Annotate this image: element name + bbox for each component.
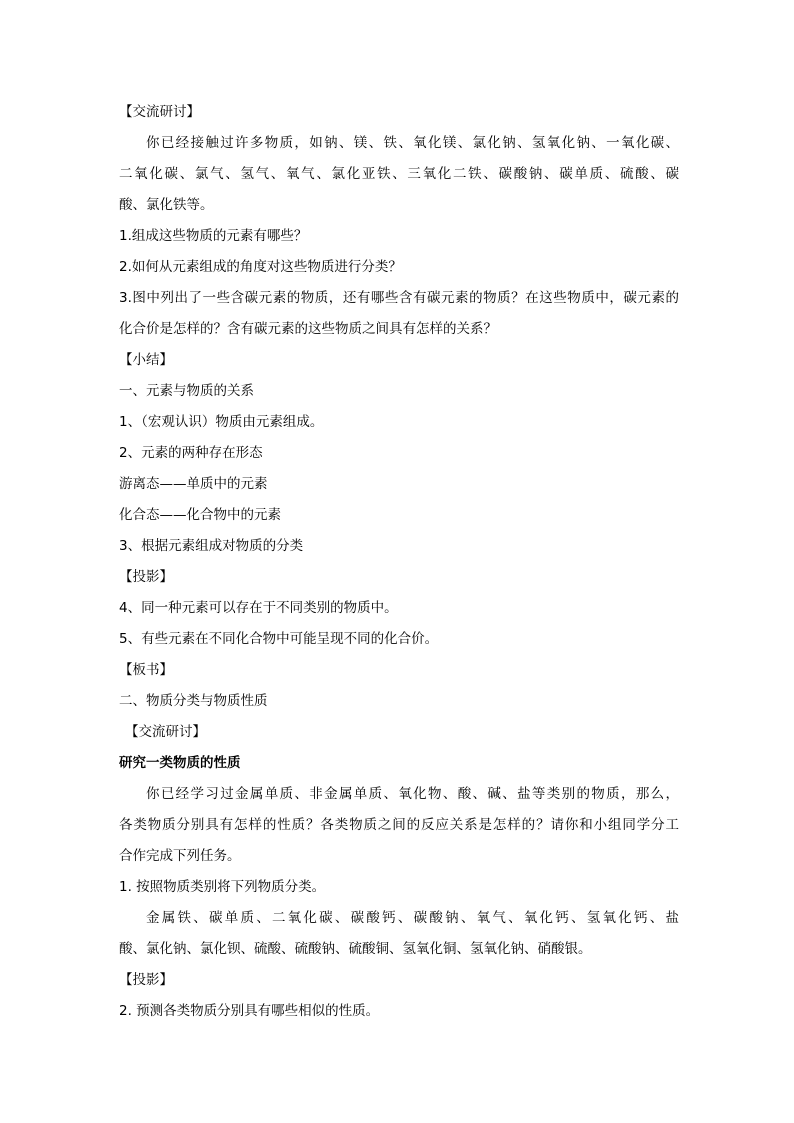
subheading-classification: 二、物质分类与物质性质	[119, 693, 268, 709]
paragraph-line: 金属铁、碳单质、二氧化碳、碳酸钙、碳酸钠、氧气、氧化钙、氢氧化钙、盐	[146, 910, 679, 926]
section-heading-exchange-2: 【交流研讨】	[125, 724, 206, 740]
list-item: 2、元素的两种存在形态	[119, 445, 263, 461]
paragraph-line: 酸、氯化钠、氯化钡、硫酸、硫酸钠、硫酸铜、氢氧化铜、氢氧化钠、硝酸银。	[119, 941, 592, 957]
paragraph-line: 酸、氯化铁等。	[119, 197, 214, 213]
task-2: 2. 预测各类物质分别具有哪些相似的性质。	[119, 1003, 380, 1019]
question-3-continuation: 化合价是怎样的？含有碳元素的这些物质之间具有怎样的关系？	[119, 321, 497, 337]
question-1: 1.组成这些物质的元素有哪些？	[119, 228, 308, 244]
question-3: 3.图中列出了一些含碳元素的物质，还有哪些含有碳元素的物质？在这些物质中，碳元素的	[119, 290, 679, 306]
list-item: 4、同一种元素可以存在于不同类别的物质中。	[119, 600, 398, 616]
section-heading-exchange: 【交流研讨】	[119, 104, 200, 120]
list-item: 3、根据元素组成对物质的分类	[119, 538, 304, 554]
list-item: 1、（宏观认识）物质由元素组成。	[119, 414, 324, 430]
task-1: 1. 按照物质类别将下列物质分类。	[119, 879, 326, 895]
bold-heading-research: 研究一类物质的性质	[119, 755, 241, 771]
section-heading-projection: 【投影】	[119, 569, 173, 585]
list-item: 化合态——化合物中的元素	[119, 507, 281, 523]
section-heading-projection-2: 【投影】	[119, 972, 173, 988]
paragraph-line: 你已经接触过许多物质，如钠、镁、铁、氧化镁、氯化钠、氢氧化钠、一氧化碳、	[146, 135, 679, 151]
paragraph-line: 合作完成下列任务。	[119, 848, 241, 864]
list-item: 5、有些元素在不同化合物中可能呈现不同的化合价。	[119, 631, 439, 647]
section-heading-summary: 【小结】	[119, 352, 173, 368]
paragraph-line: 二氧化碳、氯气、氢气、氧气、氯化亚铁、三氧化二铁、碳酸钠、碳单质、硫酸、碳	[119, 166, 679, 182]
question-2: 2.如何从元素组成的角度对这些物质进行分类？	[119, 259, 402, 275]
subheading-element-matter: 一、元素与物质的关系	[119, 383, 254, 399]
list-item: 游离态——单质中的元素	[119, 476, 268, 492]
paragraph-line: 各类物质分别具有怎样的性质？各类物质之间的反应关系是怎样的？请你和小组同学分工	[119, 817, 679, 833]
section-heading-board: 【板书】	[119, 662, 173, 678]
paragraph-line: 你已经学习过金属单质、非金属单质、氧化物、酸、碱、盐等类别的物质，那么，	[146, 786, 679, 802]
